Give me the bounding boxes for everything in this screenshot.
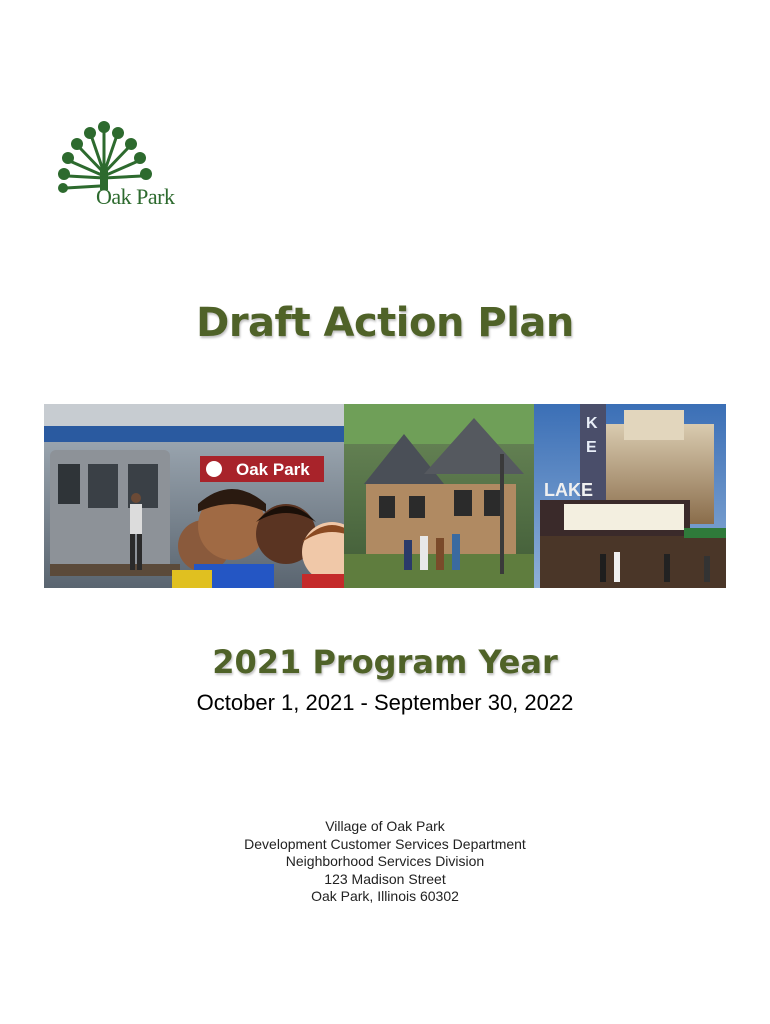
address-line-city: Oak Park, Illinois 60302 [311, 888, 459, 904]
program-year-heading: 2021 Program Year [212, 643, 558, 681]
address-line-division: Neighborhood Services Division [285, 853, 485, 869]
svg-text:E: E [586, 439, 597, 456]
document-title: Draft Action Plan [196, 300, 574, 346]
station-sign-text: Oak Park [236, 460, 310, 479]
address-block [0, 818, 770, 906]
program-date-range: October 1, 2021 - September 30, 2022 [196, 690, 574, 715]
address-line-organization: Village of Oak Park [325, 818, 445, 834]
theater-marquee-text: LAKE [544, 480, 593, 500]
theater-vertical-sign: K [586, 415, 598, 432]
collage-image [44, 404, 726, 588]
logo-wordmark: Oak Park [96, 184, 175, 209]
oak-park-logo [56, 118, 196, 214]
address-line-department: Development Customer Services Department [244, 835, 526, 852]
photo-collage-banner [44, 404, 726, 588]
address-line-street: 123 Madison Street [324, 870, 446, 887]
